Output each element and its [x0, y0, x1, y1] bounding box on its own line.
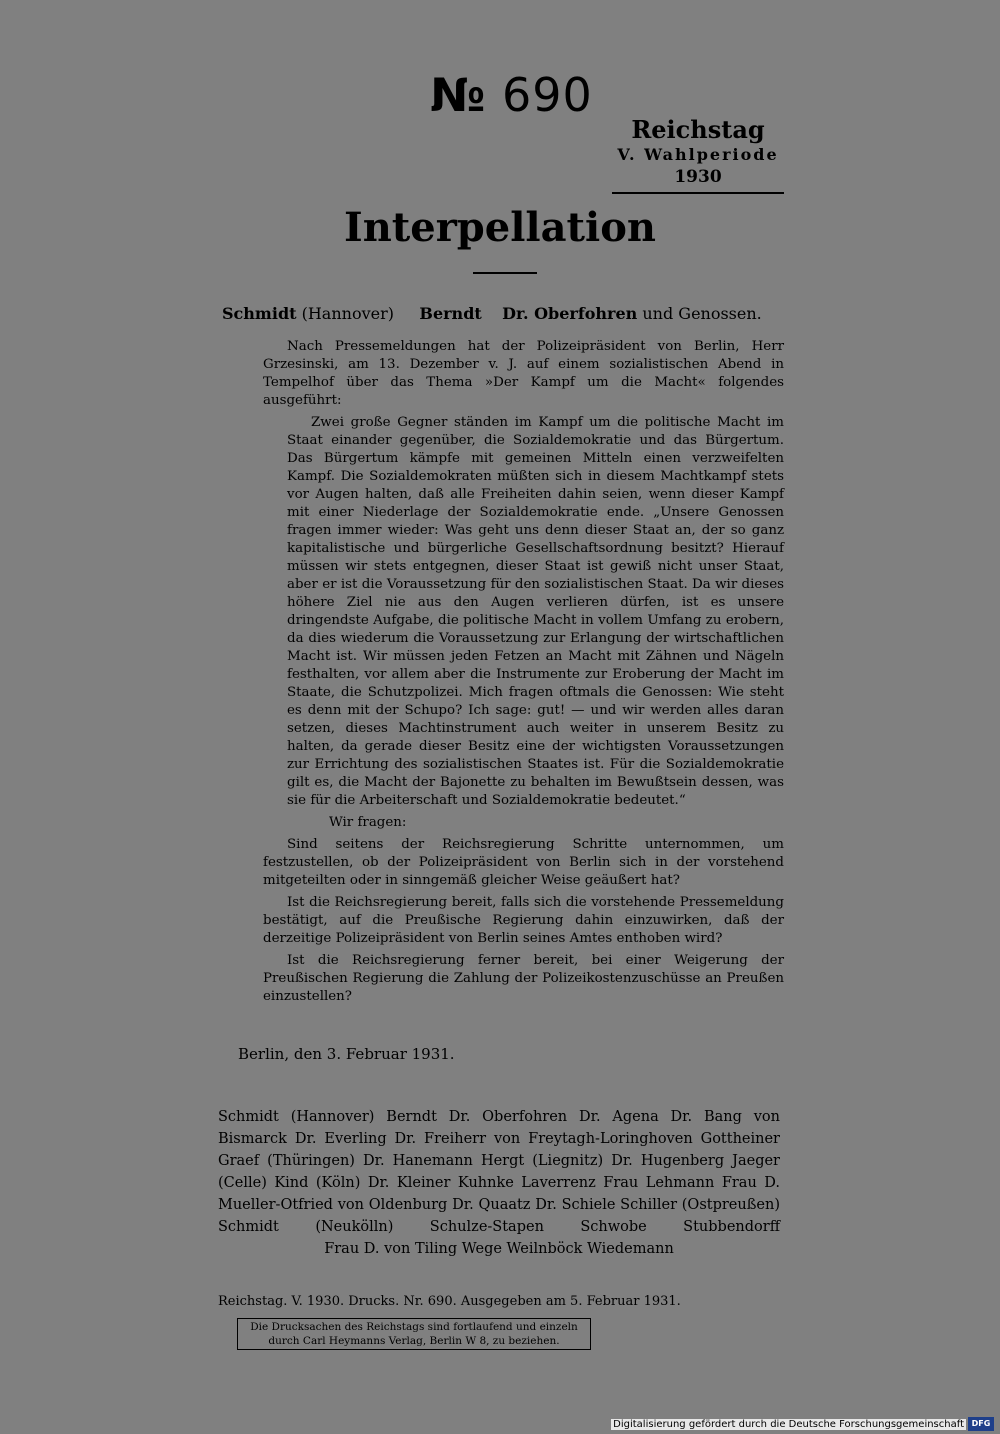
digitization-credit: Digitalisierung gefördert durch die Deutsche Forschungsgemeinschaft	[613, 1419, 964, 1430]
document-title: Interpellation	[344, 204, 656, 251]
sponsors-line	[222, 304, 782, 323]
sponsor-2: Berndt	[419, 304, 482, 323]
document-number	[430, 68, 593, 122]
interpellation-body	[263, 338, 784, 1006]
signatories-last: Frau D. von Tiling Wege Weilnböck Wiedemann	[324, 1241, 674, 1257]
question-1: Sind seitens der Reichsregierung Schritte unternommen, um festzustellen, ob der Polizeipräsident von Berlin sich in der vorstehend mitgeteilten oder in sinngemäß gleicher Weise geäußert hat?	[263, 837, 784, 888]
session-year: 1930	[674, 167, 722, 187]
session-rule	[612, 192, 784, 194]
sponsor-tail: und Genossen.	[642, 304, 762, 323]
question-3: Ist die Reichsregierung ferner bereit, bei einer Weigerung der Preußischen Regierung die Zahlung der Polizeikostenzuschüsse an Preußen einzustellen?	[263, 953, 784, 1004]
document-number-value: 690	[501, 68, 593, 122]
sponsor-1: Schmidt	[222, 304, 297, 323]
number-sign: №	[430, 68, 487, 122]
session-box	[612, 116, 784, 194]
sponsor-3: Dr. Oberfohren	[502, 304, 638, 323]
place-date: Berlin, den 3. Februar 1931.	[238, 1045, 455, 1063]
title-divider	[473, 272, 537, 274]
sponsor-1-place: (Hannover)	[301, 304, 394, 323]
legislative-period: V. Wahlperiode	[617, 145, 779, 164]
signatories-main: Schmidt (Hannover) Berndt Dr. Oberfohren Dr. Agena Dr. Bang von Bismarck Dr. Everling Dr. Freiherr von Freytagh-Loringhoven Gottheiner Graef (Thüringen) Dr. Hanemann Hergt (Liegnitz) Dr. Hugenberg Jaeger (Celle) Kind (Köln) Dr. Kleiner Kuhnke Laverrenz Frau Lehmann Frau D. Mueller-Otfried von Oldenburg Dr. Quaatz Dr. Schiele Schiller (Ostpreußen) Schmidt (Neukölln) Schulze-Stapen Schwobe Stubbendorff	[218, 1109, 780, 1235]
signatories	[218, 1106, 780, 1260]
reichstag-label: Reichstag	[631, 115, 765, 144]
quote-paragraph: Zwei große Gegner ständen im Kampf um die politische Macht im Staat einander gegenüber, die Sozialdemokratie und das Bürgertum. Das Bürgertum kämpfe mit gemeinen Mitteln einen verzweifelten Kampf. Die Sozialdemokraten müßten sich in diesem Machtkampf stets vor Augen halten, daß alle Freiheiten dahin seien, wenn dieser Kampf mit einer Niederlage der Sozialdemokratie ende. „Unsere Genossen fragen immer wieder: Was geht uns denn dieser Staat an, der so ganz kapitalistische und bürgerliche Gesellschaftsordnung besitzt? Hierauf müssen wir stets entgegnen, dieser Staat ist gewiß nicht unser Staat, aber er ist die Voraussetzung für den sozialistischen Staat. Da wir dieses höhere Ziel nie aus den Augen verlieren dürfen, ist es unsere dringendste Aufgabe, die politische Macht in vollem Umfang zu erobern, da dies wiederum die Voraussetzung zur Erlangung der wirtschaftlichen Macht ist. Wir müssen jeden Fetzen an Macht mit Zähnen und Nägeln festhalten, vor allem aber die Instrumente zur Eroberung der Macht im Staate, die Schutzpolizei. Mich fragen oftmals die Genossen: Wie steht es denn mit der Schupo? Ich sage: gut! — und wir werden alles daran setzen, dieses Machtinstrument auch weiter in unserem Besitz zu halten, da gerade dieser Besitz eine der wichtigsten Voraussetzungen zur Errichtung des sozialistischen Staates ist. Für die Sozialdemokratie gilt es, die Macht der Bajonette zu behalten im Bewußtsein dessen, was sie für die Arbeiterschaft und Sozialdemokratie bedeutet.“	[287, 415, 784, 808]
intro-paragraph: Nach Pressemeldungen hat der Polizeipräsident von Berlin, Herr Grzesinski, am 13. Dezember v. J. auf einem sozialistischen Abend in Tempelhof über das Thema »Der Kampf um die Macht« folgendes ausgeführt:	[263, 339, 784, 408]
dfg-logo: DFG	[968, 1417, 994, 1431]
distribution-note	[237, 1318, 591, 1350]
question-2: Ist die Reichsregierung bereit, falls sich die vorstehende Pressemeldung bestätigt, auf die Preußische Regierung dahin einzuwirken, daß der derzeitige Polizeipräsident von Berlin seines Amtes enthoben wird?	[263, 895, 784, 946]
print-info: Reichstag. V. 1930. Drucks. Nr. 690. Ausgegeben am 5. Februar 1931.	[218, 1294, 681, 1309]
distribution-line-2: durch Carl Heymanns Verlag, Berlin W 8, zu beziehen.	[268, 1335, 560, 1347]
distribution-line-1: Die Drucksachen des Reichstags sind fortlaufend und einzeln	[250, 1321, 578, 1333]
question-intro: Wir fragen:	[329, 815, 407, 830]
